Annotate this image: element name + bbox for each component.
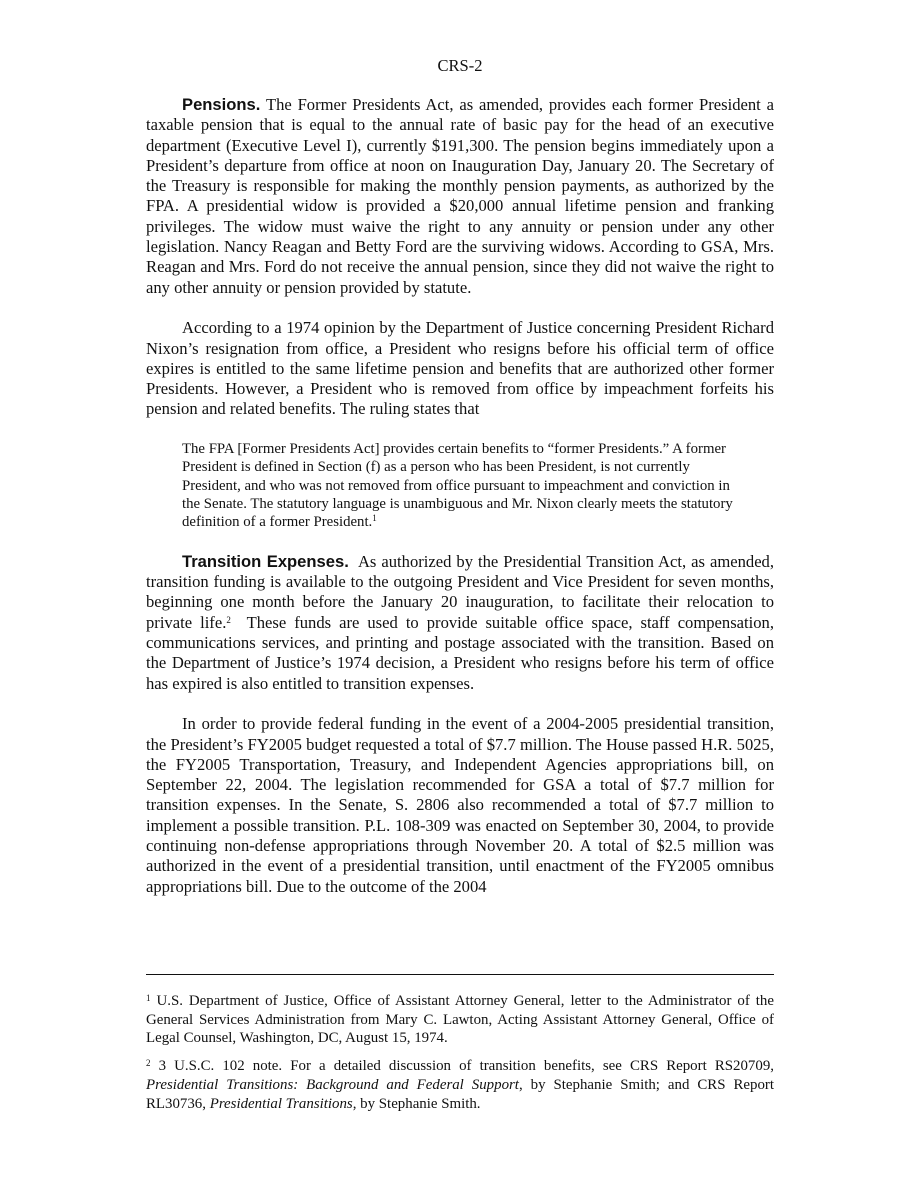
transition-text-a: As authorized by the Presidential Transition Act, as amended, transition funding is available to the outgoing President and Vice President for seven months, beginning one month before the January 20 inauguration, to facilitate their relocation to private life. <box>146 551 775 632</box>
footnote-divider <box>146 974 774 975</box>
report-title: Presidential Transitions: Background and Federal Support <box>146 1076 519 1093</box>
footnote-2 <box>146 1057 774 1113</box>
footnotes <box>146 992 774 1122</box>
footnote-text: , by Stephanie Smith. <box>352 1095 481 1112</box>
block-quote <box>182 440 738 531</box>
nixon-opinion-paragraph: According to a 1974 opinion by the Department of Justice concerning President Richard Nixon’s resignation from office, a President who resigns before his official term of office expires is entitled to the same lifetime pension and benefits that are authorized other former Presidents. However, a President who is removed from office by impeachment forfeits his pension and related benefits. The ruling states that <box>146 318 774 419</box>
transition-paragraph <box>146 552 774 694</box>
pensions-heading: Pensions. <box>182 95 261 114</box>
pensions-text: The Former Presidents Act, as amended, provides each former President a taxable pension that is equal to the annual rate of basic pay for the head of an executive department (Executive Level I), currently $191,300. The pension begins immediately upon a President’s departure from office at noon on Inauguration Day, January 20. The Secretary of the Treasury is responsible for making the monthly pension payments, as authorized by the FPA. A presidential widow is provided a $20,000 annual lifetime pension and franking privileges. The widow must waive the right to any annuity or pension under any other legislation. Nancy Reagan and Betty Ford are the surviving widows. According to GSA, Mrs. Reagan and Mrs. Ford do not receive the annual pension, since they did not waive the right to any other annuity or pension provided by statute. <box>146 95 774 297</box>
transition-text-b: These funds are used to provide suitable office space, staff compensation, communications services, and printing and postage associated with the transition. Based on the Department of Justice’s 1974 decision, a President who resigns before his term of office has expired is also entitled to transition expenses. <box>146 612 775 693</box>
footnote-text: U.S. Department of Justice, Office of Assistant Attorney General, letter to the Administrator of the General Services Administration from Mary C. Lawton, Acting Assistant Attorney General, Office of Legal Counsel, Washington, DC, August 15, 1974. <box>146 993 774 1047</box>
footnote-text: , by Stephanie Smith; and CRS Report RL30736, <box>146 1076 775 1112</box>
footnote-text: 3 U.S.C. 102 note. For a detailed discussion of transition benefits, see CRS Report RS20709, <box>158 1058 774 1075</box>
report-title: Presidential Transitions <box>209 1095 353 1112</box>
pensions-paragraph <box>146 95 774 298</box>
footnote-number: 2 <box>146 1058 151 1069</box>
footnote-1 <box>146 992 774 1048</box>
quote-text: The FPA [Former Presidents Act] provides certain benefits to “former Presidents.” A former President is defined in Section (f) as a person who has been President, is not currently President, and who was not removed from office pursuant to impeachment and conviction in the Senate. The statutory language is unambiguous and Mr. Nixon clearly meets the statutory definition of a former President. <box>182 441 733 531</box>
footnote-ref-2: 2 <box>226 614 231 625</box>
funding-paragraph: In order to provide federal funding in the event of a 2004-2005 presidential transition, the President’s FY2005 budget requested a total of $7.7 million. The House passed H.R. 5025, the FY2005 Transportation, Treasury, and Independent Agencies appropriations bill, on September 22, 2004. The legislation recommended for GSA a total of $7.7 million for transition expenses. In the Senate, S. 2806 also recommended a total of $7.7 million to implement a possible transition. P.L. 108-309 was enacted on September 30, 2004, to provide continuing non-defense appropriations through November 20. A total of $2.5 million was authorized in the event of a presidential transition, until enactment of the FY2005 omnibus appropriations bill. Due to the outcome of the 2004 <box>146 714 774 896</box>
footnote-ref-1: 1 <box>372 513 377 524</box>
transition-heading: Transition Expenses. <box>182 551 349 571</box>
body-text <box>146 95 774 917</box>
page-label: CRS-2 <box>437 56 483 75</box>
footnote-number: 1 <box>146 993 151 1003</box>
